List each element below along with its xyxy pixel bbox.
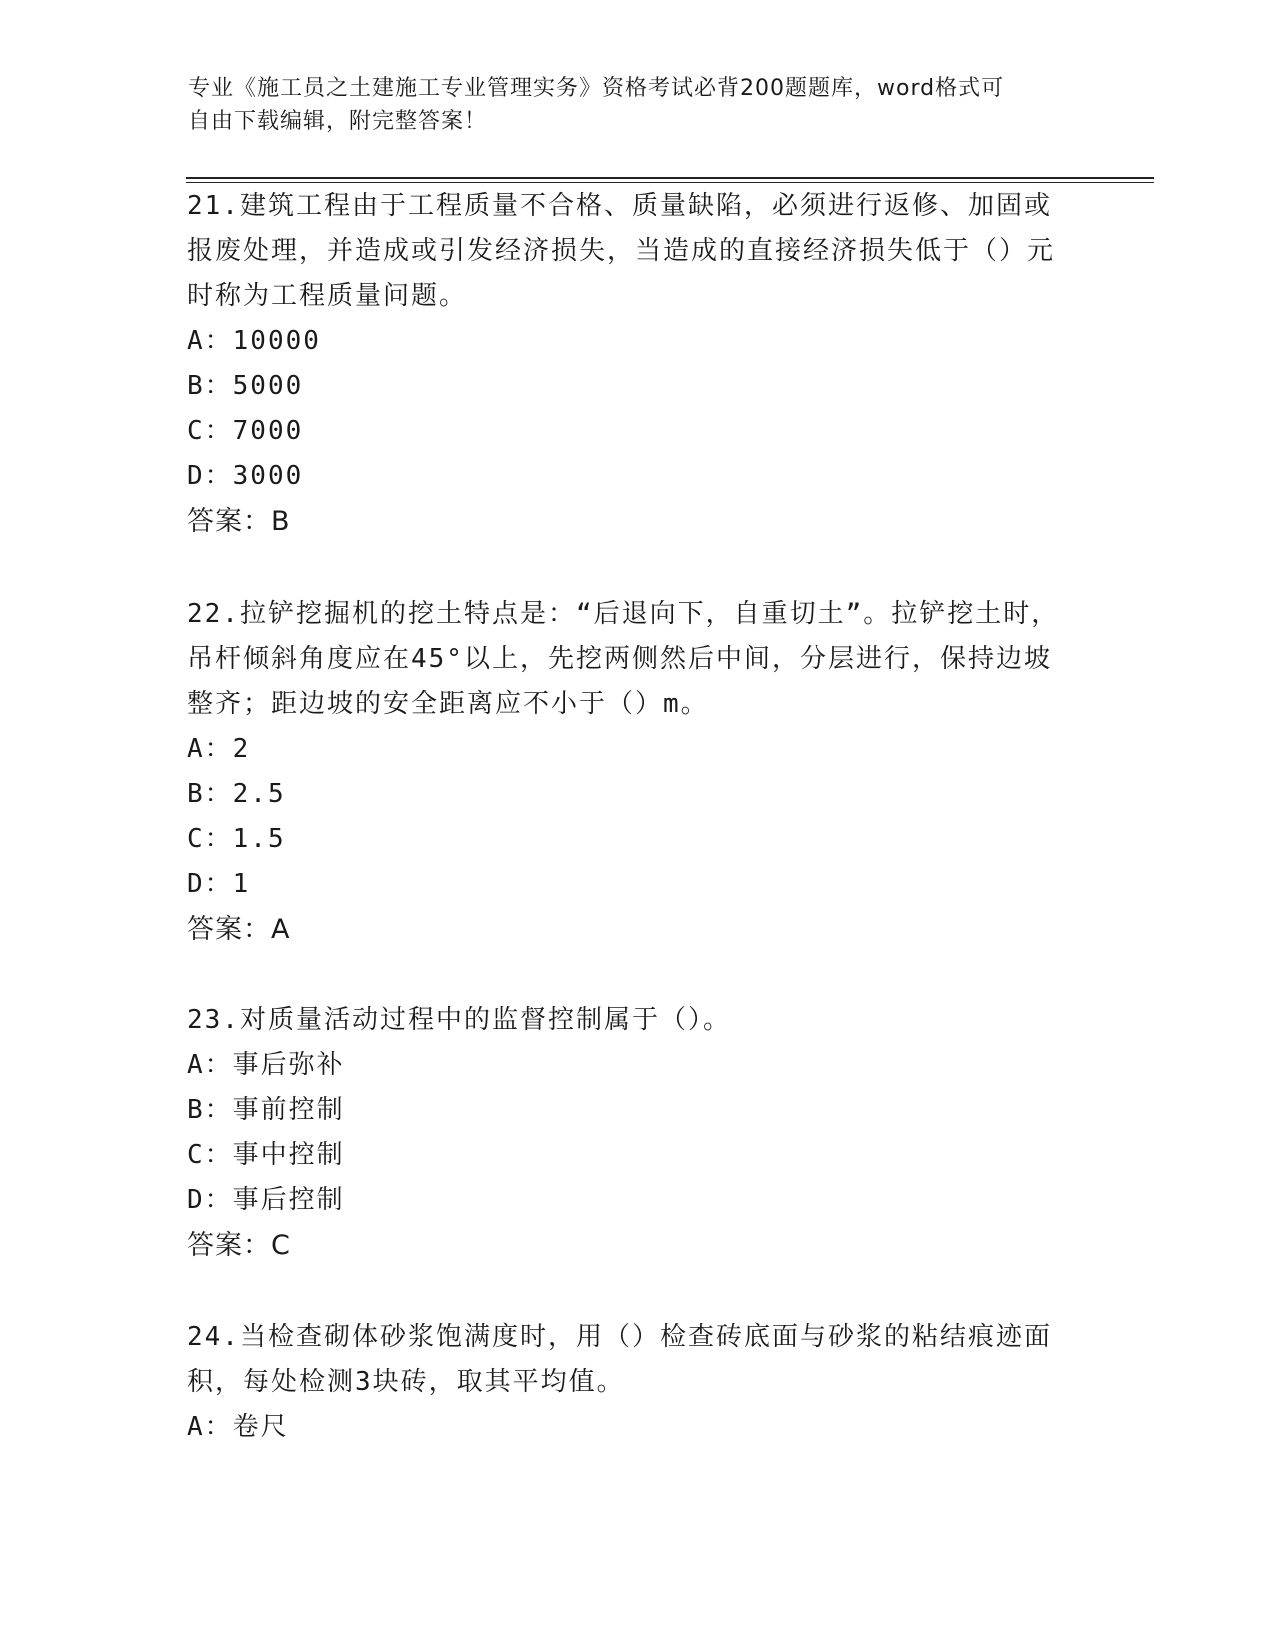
question-stem: 22.拉铲挖掘机的挖土特点是：“后退向下，自重切土”。拉铲挖土时，吊杆倾斜角度应在45°以上，先挖两侧然后中间，分层进行，保持边坡整齐；距边坡的安全距离应不小于（）m。 — [187, 599, 1060, 719]
header-line-1: 专业《施工员之土建施工专业管理实务》资格考试必背200题题库，word格式可 — [188, 76, 1005, 101]
option-c: C：事中控制 — [187, 1140, 345, 1170]
answer-line: 答案：B — [187, 506, 291, 537]
question-22 — [187, 592, 1077, 952]
answer-line: 答案：C — [187, 1230, 291, 1261]
option-c: C：7000 — [187, 416, 304, 446]
question-stem: 24.当检查砌体砂浆饱满度时，用（）检查砖底面与砂浆的粘结痕迹面积，每处检测3块砖，取其平均值。 — [187, 1322, 1052, 1397]
option-d: D：1 — [187, 869, 251, 899]
question-23 — [187, 998, 1077, 1268]
header-line-2: 自由下载编辑，附完整答案！ — [188, 109, 488, 134]
option-a: A：卷尺 — [187, 1412, 289, 1442]
option-b: B：事前控制 — [187, 1095, 345, 1125]
option-c: C：1.5 — [187, 824, 286, 854]
option-d: D：3000 — [187, 461, 304, 491]
answer-line: 答案：A — [187, 914, 291, 945]
option-a: A：10000 — [187, 326, 321, 356]
document-header — [188, 72, 1068, 138]
option-d: D：事后控制 — [187, 1185, 345, 1215]
question-24 — [187, 1315, 1077, 1450]
header-divider-thick — [186, 177, 1154, 179]
option-b: B：5000 — [187, 371, 304, 401]
question-stem: 21.建筑工程由于工程质量不合格、质量缺陷，必须进行返修、加固或报废处理，并造成或引发经济损失，当造成的直接经济损失低于（）元时称为工程质量问题。 — [187, 191, 1056, 311]
header-divider-thin — [186, 182, 1154, 183]
question-stem: 23.对质量活动过程中的监督控制属于（）。 — [187, 1005, 731, 1035]
option-a: A：事后弥补 — [187, 1050, 345, 1080]
option-b: B：2.5 — [187, 779, 286, 809]
option-a: A：2 — [187, 734, 251, 764]
question-21 — [187, 184, 1077, 544]
